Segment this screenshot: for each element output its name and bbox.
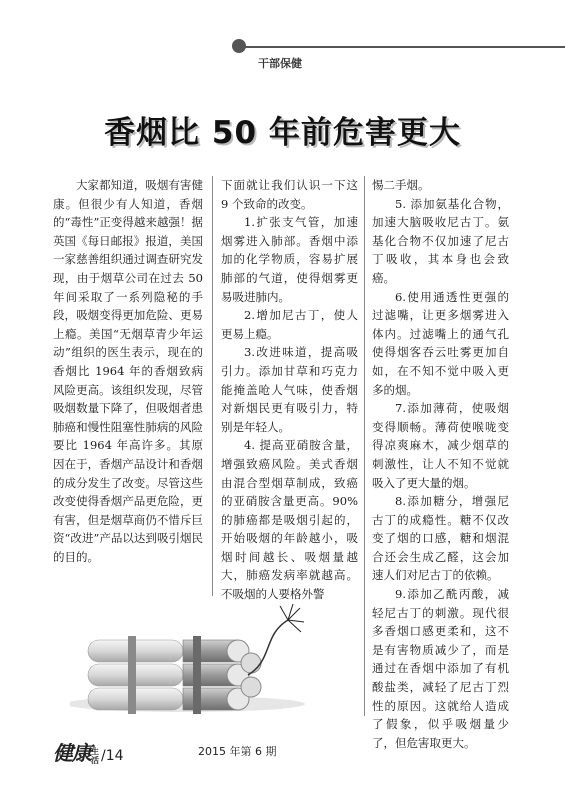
section-label: 干部保健 — [258, 57, 302, 70]
paragraph: 1.扩张支气管，加速烟雾进入肺部。香烟中添加的化学物质，容易扩展肺部的气道，使得烟雾更易吸进肺内。 — [221, 215, 358, 304]
paragraph: 9.添加乙酰丙酸，减轻尼古丁的刺激。现代很多香烟口感更柔和，这不是有害物质减少了，而是通过在香烟中添加了有机酸盐类，减轻了尼古丁烈性的原因。这就给人造成了假象，似乎吸烟量少了，但危害取更大。 — [372, 587, 509, 750]
magazine-logo-sub: 生活 — [91, 746, 99, 765]
paragraph: 7.添加薄荷，使吸烟变得顺畅。薄荷使喉咙变得凉爽麻木，减少烟草的刺激性，让人不知不觉就吸入了更大量的烟。 — [372, 401, 509, 490]
paragraph: 下面就让我们认识一下这 9 个致命的改变。 — [221, 178, 358, 211]
column-divider — [212, 176, 213, 596]
column-2 — [221, 176, 358, 604]
paragraph: 3.改进味道，提高吸引力。添加甘草和巧克力能掩盖呛人气味，使香烟对新烟民更有吸引力，特别是年轻人。 — [221, 345, 358, 434]
paragraph: 6.使用通透性更强的过滤嘴，让更多烟雾进入体内。过滤嘴上的通气孔使得烟客吞云吐雾更加自如，在不知不觉中吸入更多的烟。 — [372, 289, 509, 397]
column-divider — [364, 176, 365, 716]
paragraph: 8.添加糖分，增强尼古丁的成瘾性。糖不仅改变了烟的口感，糖和烟混合还会生成乙醛，这会加速人们对尼古丁的依赖。 — [372, 494, 509, 583]
paragraph: 4. 提高亚硝胺含量，增强致癌风险。美式香烟由混合型烟草制成，致癌的亚硝胺含量更高。90%的肺癌都是吸烟引起的，开始吸烟的年龄越小，吸烟时间越长、吸烟量越大，肺癌发病率就越高。不吸烟的人要格外警 — [221, 438, 358, 602]
issue-label: 2015 年第 6 期 — [198, 745, 277, 758]
magazine-logo: 健康 — [53, 741, 91, 765]
paragraph: 5. 添加氨基化合物，加速大脑吸收尼古丁。氨基化合物不仅加速了尼古丁吸收，其本身也会致癌。 — [372, 196, 509, 285]
paragraph: 大家都知道，吸烟有害健康。但很少有人知道，香烟的“毒性”正变得越来越强！据英国《每日邮报》报道，美国一家慈善组织通过调查研究发现，由于烟草公司在过去 50 年间采取了一系列隐秘的手段，吸烟变得更加危险、更易上瘾。美国“无烟草青少年运动”组织的医生表示，现在的香烟比 1964 年的香烟致病风险更高。该组织发现，尽管吸烟数量下降了，但吸烟者患肺癌和慢性阻塞性肺病的风险要比 1964 年高许多。其原因在于，香烟产品设计和香烟的成分发生了改变。尽管这些改变使得香烟产品更危险，更有害，但是烟草商仍不惜斥巨资“改进”产品以达到吸引烟民的目的。 — [53, 178, 203, 564]
page-number: /14 — [101, 748, 124, 764]
article-title: 香烟比 50 年前危害更大 — [104, 115, 461, 151]
paragraph: 2.增加尼古丁，使人更易上瘾。 — [221, 308, 358, 341]
cigarette-dynamite-illustration — [70, 600, 325, 715]
header-rule — [240, 46, 565, 48]
paragraph: 惕二手烟。 — [372, 178, 430, 192]
page-footer — [53, 737, 277, 766]
column-1 — [53, 176, 203, 566]
column-3 — [372, 176, 509, 752]
